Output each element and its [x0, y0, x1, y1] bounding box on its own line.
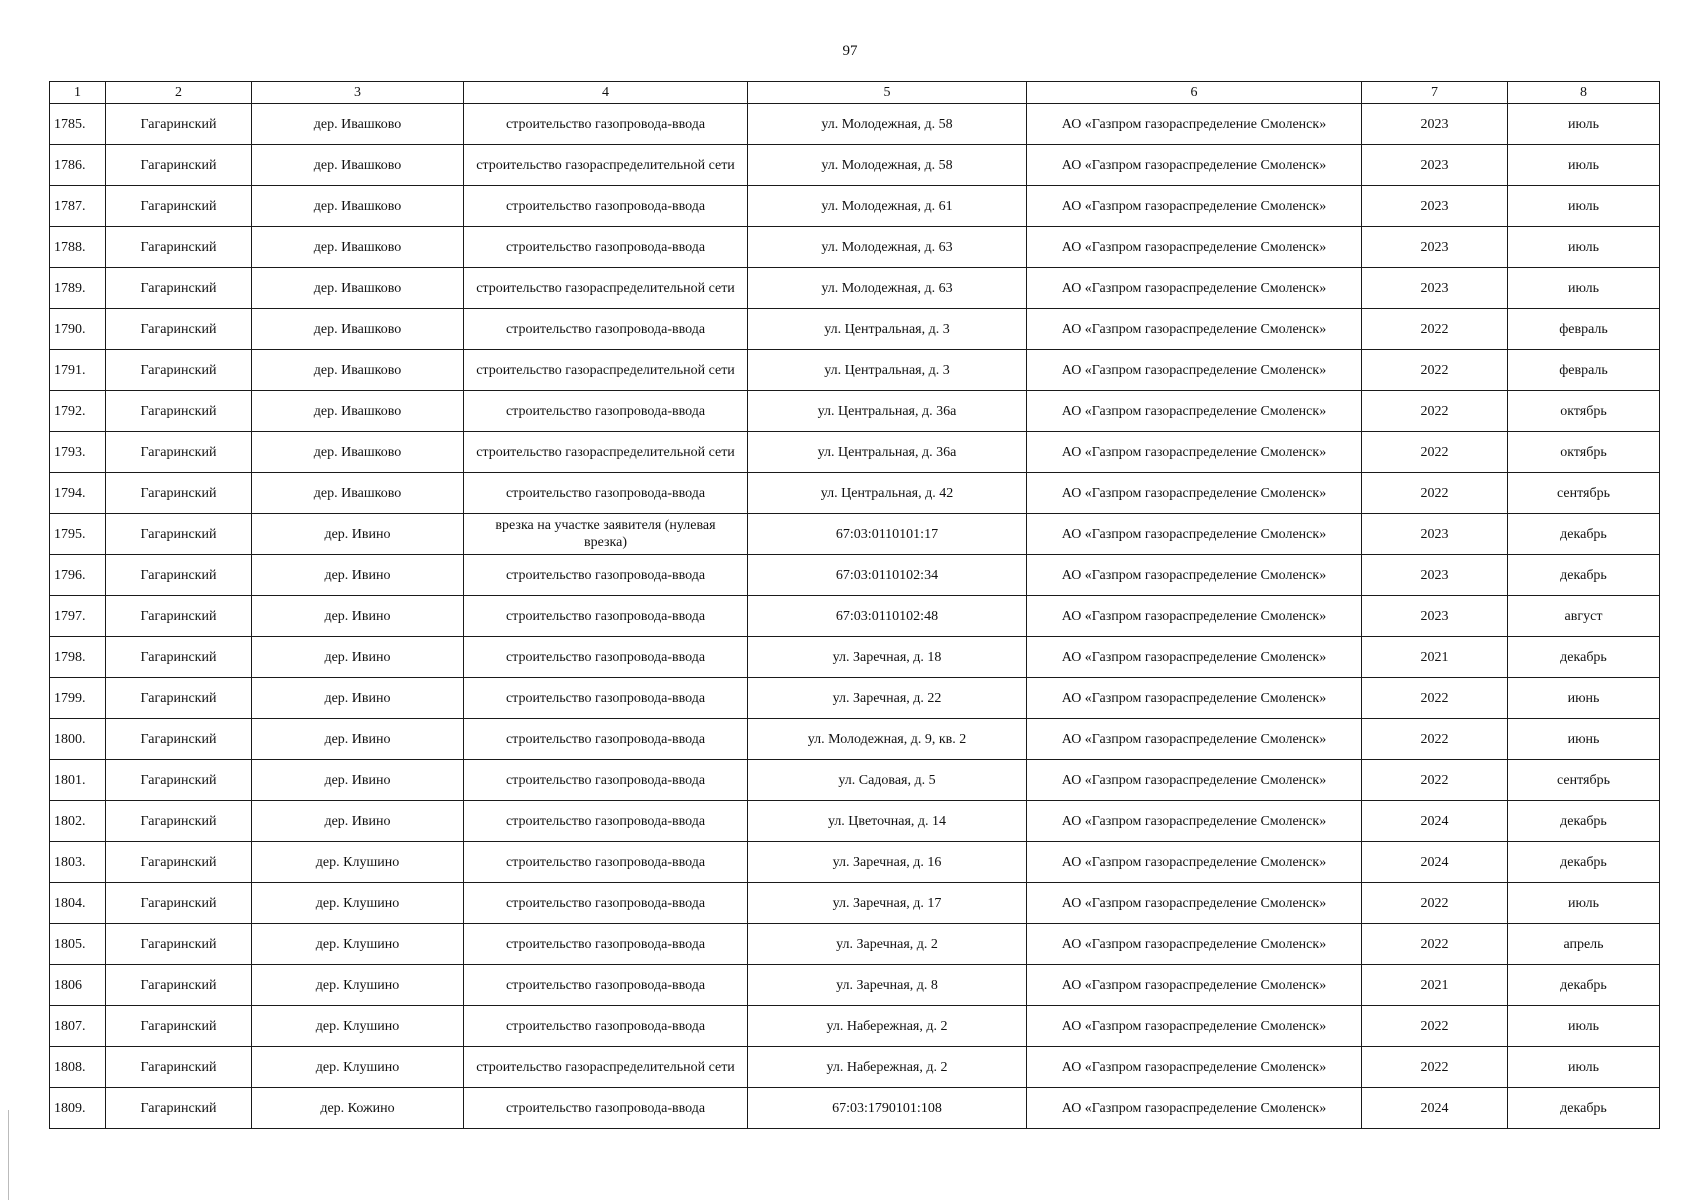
year-cell: 2023 — [1362, 555, 1508, 596]
district-cell: Гагаринский — [106, 391, 252, 432]
month-cell: июль — [1508, 227, 1660, 268]
month-cell: декабрь — [1508, 965, 1660, 1006]
month-cell: декабрь — [1508, 1088, 1660, 1129]
table-body — [50, 104, 1660, 1129]
row-number-cell: 1789. — [50, 268, 106, 309]
organization-cell: АО «Газпром газораспределение Смоленск» — [1027, 1047, 1362, 1088]
settlement-cell: дер. Кожино — [252, 1088, 464, 1129]
organization-cell: АО «Газпром газораспределение Смоленск» — [1027, 268, 1362, 309]
address-cell: ул. Заречная, д. 8 — [748, 965, 1027, 1006]
month-cell: октябрь — [1508, 391, 1660, 432]
district-cell: Гагаринский — [106, 145, 252, 186]
row-number-cell: 1788. — [50, 227, 106, 268]
organization-cell: АО «Газпром газораспределение Смоленск» — [1027, 760, 1362, 801]
year-cell: 2023 — [1362, 145, 1508, 186]
district-cell: Гагаринский — [106, 842, 252, 883]
work-type-cell: строительство газопровода-ввода — [464, 473, 748, 514]
address-cell: 67:03:0110102:34 — [748, 555, 1027, 596]
row-number-cell: 1799. — [50, 678, 106, 719]
month-cell: август — [1508, 596, 1660, 637]
table-row — [50, 1006, 1660, 1047]
table-row — [50, 678, 1660, 719]
settlement-cell: дер. Ивино — [252, 514, 464, 555]
settlement-cell: дер. Клушино — [252, 924, 464, 965]
address-cell: ул. Центральная, д. 42 — [748, 473, 1027, 514]
year-cell: 2021 — [1362, 637, 1508, 678]
row-number-cell: 1796. — [50, 555, 106, 596]
month-cell: февраль — [1508, 309, 1660, 350]
scan-margin-line — [8, 1110, 9, 1200]
header-row — [50, 82, 1660, 104]
table-row — [50, 842, 1660, 883]
column-header-5: 5 — [748, 82, 1027, 104]
settlement-cell: дер. Клушино — [252, 965, 464, 1006]
table-row — [50, 760, 1660, 801]
district-cell: Гагаринский — [106, 350, 252, 391]
district-cell: Гагаринский — [106, 104, 252, 145]
organization-cell: АО «Газпром газораспределение Смоленск» — [1027, 596, 1362, 637]
column-header-1: 1 — [50, 82, 106, 104]
work-type-cell: строительство газопровода-ввода — [464, 883, 748, 924]
organization-cell: АО «Газпром газораспределение Смоленск» — [1027, 1006, 1362, 1047]
work-type-cell: строительство газопровода-ввода — [464, 924, 748, 965]
month-cell: июль — [1508, 104, 1660, 145]
month-cell: сентябрь — [1508, 473, 1660, 514]
table-row — [50, 473, 1660, 514]
settlement-cell: дер. Клушино — [252, 842, 464, 883]
year-cell: 2022 — [1362, 432, 1508, 473]
year-cell: 2021 — [1362, 965, 1508, 1006]
month-cell: декабрь — [1508, 637, 1660, 678]
organization-cell: АО «Газпром газораспределение Смоленск» — [1027, 227, 1362, 268]
month-cell: июль — [1508, 1047, 1660, 1088]
organization-cell: АО «Газпром газораспределение Смоленск» — [1027, 842, 1362, 883]
year-cell: 2024 — [1362, 1088, 1508, 1129]
month-cell: июль — [1508, 883, 1660, 924]
settlement-cell: дер. Ивино — [252, 678, 464, 719]
district-cell: Гагаринский — [106, 514, 252, 555]
year-cell: 2022 — [1362, 1047, 1508, 1088]
row-number-cell: 1798. — [50, 637, 106, 678]
year-cell: 2023 — [1362, 514, 1508, 555]
organization-cell: АО «Газпром газораспределение Смоленск» — [1027, 1088, 1362, 1129]
table-row — [50, 1047, 1660, 1088]
page-number: 97 — [842, 43, 858, 59]
table-row — [50, 1088, 1660, 1129]
address-cell: ул. Молодежная, д. 9, кв. 2 — [748, 719, 1027, 760]
district-cell: Гагаринский — [106, 760, 252, 801]
settlement-cell: дер. Клушино — [252, 1006, 464, 1047]
year-cell: 2023 — [1362, 268, 1508, 309]
row-number-cell: 1785. — [50, 104, 106, 145]
settlement-cell: дер. Клушино — [252, 1047, 464, 1088]
organization-cell: АО «Газпром газораспределение Смоленск» — [1027, 350, 1362, 391]
address-cell: ул. Набережная, д. 2 — [748, 1006, 1027, 1047]
month-cell: июль — [1508, 145, 1660, 186]
address-cell: ул. Заречная, д. 2 — [748, 924, 1027, 965]
organization-cell: АО «Газпром газораспределение Смоленск» — [1027, 104, 1362, 145]
year-cell: 2023 — [1362, 227, 1508, 268]
row-number-cell: 1806 — [50, 965, 106, 1006]
organization-cell: АО «Газпром газораспределение Смоленск» — [1027, 186, 1362, 227]
organization-cell: АО «Газпром газораспределение Смоленск» — [1027, 309, 1362, 350]
address-cell: ул. Центральная, д. 3 — [748, 309, 1027, 350]
row-number-cell: 1794. — [50, 473, 106, 514]
table-row — [50, 104, 1660, 145]
address-cell: ул. Центральная, д. 36а — [748, 391, 1027, 432]
year-cell: 2022 — [1362, 883, 1508, 924]
month-cell: июнь — [1508, 719, 1660, 760]
address-cell: ул. Заречная, д. 17 — [748, 883, 1027, 924]
year-cell: 2022 — [1362, 350, 1508, 391]
year-cell: 2022 — [1362, 719, 1508, 760]
month-cell: апрель — [1508, 924, 1660, 965]
address-cell: ул. Молодежная, д. 63 — [748, 227, 1027, 268]
year-cell: 2023 — [1362, 186, 1508, 227]
work-type-cell: строительство газопровода-ввода — [464, 1006, 748, 1047]
organization-cell: АО «Газпром газораспределение Смоленск» — [1027, 637, 1362, 678]
address-cell: ул. Центральная, д. 3 — [748, 350, 1027, 391]
settlement-cell: дер. Ивашково — [252, 309, 464, 350]
settlement-cell: дер. Ивашково — [252, 104, 464, 145]
district-cell: Гагаринский — [106, 227, 252, 268]
month-cell: июнь — [1508, 678, 1660, 719]
address-cell: ул. Молодежная, д. 58 — [748, 104, 1027, 145]
column-header-2: 2 — [106, 82, 252, 104]
year-cell: 2024 — [1362, 801, 1508, 842]
district-cell: Гагаринский — [106, 555, 252, 596]
settlement-cell: дер. Ивино — [252, 555, 464, 596]
work-type-cell: строительство газопровода-ввода — [464, 186, 748, 227]
year-cell: 2022 — [1362, 473, 1508, 514]
work-type-cell: строительство газораспределительной сети — [464, 268, 748, 309]
year-cell: 2023 — [1362, 104, 1508, 145]
address-cell: ул. Набережная, д. 2 — [748, 1047, 1027, 1088]
address-cell: ул. Молодежная, д. 58 — [748, 145, 1027, 186]
work-type-cell: строительство газопровода-ввода — [464, 391, 748, 432]
work-type-cell: строительство газопровода-ввода — [464, 104, 748, 145]
row-number-cell: 1800. — [50, 719, 106, 760]
settlement-cell: дер. Ивино — [252, 637, 464, 678]
address-cell: 67:03:0110102:48 — [748, 596, 1027, 637]
work-type-cell: строительство газопровода-ввода — [464, 637, 748, 678]
address-cell: ул. Заречная, д. 18 — [748, 637, 1027, 678]
table-row — [50, 596, 1660, 637]
month-cell: декабрь — [1508, 555, 1660, 596]
table-row — [50, 227, 1660, 268]
settlement-cell: дер. Ивашково — [252, 473, 464, 514]
district-cell: Гагаринский — [106, 596, 252, 637]
row-number-cell: 1802. — [50, 801, 106, 842]
year-cell: 2024 — [1362, 842, 1508, 883]
year-cell: 2022 — [1362, 1006, 1508, 1047]
row-number-cell: 1805. — [50, 924, 106, 965]
organization-cell: АО «Газпром газораспределение Смоленск» — [1027, 801, 1362, 842]
address-cell: 67:03:1790101:108 — [748, 1088, 1027, 1129]
table-row — [50, 268, 1660, 309]
organization-cell: АО «Газпром газораспределение Смоленск» — [1027, 391, 1362, 432]
table-row — [50, 186, 1660, 227]
year-cell: 2023 — [1362, 596, 1508, 637]
settlement-cell: дер. Ивино — [252, 719, 464, 760]
year-cell: 2022 — [1362, 760, 1508, 801]
year-cell: 2022 — [1362, 678, 1508, 719]
month-cell: сентябрь — [1508, 760, 1660, 801]
district-cell: Гагаринский — [106, 637, 252, 678]
table-row — [50, 883, 1660, 924]
district-cell: Гагаринский — [106, 1006, 252, 1047]
month-cell: декабрь — [1508, 514, 1660, 555]
organization-cell: АО «Газпром газораспределение Смоленск» — [1027, 514, 1362, 555]
row-number-cell: 1786. — [50, 145, 106, 186]
district-cell: Гагаринский — [106, 965, 252, 1006]
work-type-cell: строительство газопровода-ввода — [464, 309, 748, 350]
district-cell: Гагаринский — [106, 924, 252, 965]
table-row — [50, 924, 1660, 965]
settlement-cell: дер. Ивашково — [252, 186, 464, 227]
address-cell: ул. Заречная, д. 22 — [748, 678, 1027, 719]
district-cell: Гагаринский — [106, 678, 252, 719]
address-cell: ул. Молодежная, д. 63 — [748, 268, 1027, 309]
address-cell: 67:03:0110101:17 — [748, 514, 1027, 555]
row-number-cell: 1808. — [50, 1047, 106, 1088]
settlement-cell: дер. Ивино — [252, 596, 464, 637]
work-type-cell: строительство газораспределительной сети — [464, 1047, 748, 1088]
district-cell: Гагаринский — [106, 719, 252, 760]
district-cell: Гагаринский — [106, 1047, 252, 1088]
district-cell: Гагаринский — [106, 1088, 252, 1129]
month-cell: октябрь — [1508, 432, 1660, 473]
row-number-cell: 1801. — [50, 760, 106, 801]
settlement-cell: дер. Ивино — [252, 801, 464, 842]
work-type-cell: строительство газораспределительной сети — [464, 145, 748, 186]
settlement-cell: дер. Ивашково — [252, 227, 464, 268]
column-header-8: 8 — [1508, 82, 1660, 104]
work-type-cell: строительство газораспределительной сети — [464, 350, 748, 391]
organization-cell: АО «Газпром газораспределение Смоленск» — [1027, 145, 1362, 186]
row-number-cell: 1787. — [50, 186, 106, 227]
table-row — [50, 514, 1660, 555]
month-cell: июль — [1508, 1006, 1660, 1047]
address-cell: ул. Центральная, д. 36а — [748, 432, 1027, 473]
organization-cell: АО «Газпром газораспределение Смоленск» — [1027, 965, 1362, 1006]
column-header-6: 6 — [1027, 82, 1362, 104]
month-cell: февраль — [1508, 350, 1660, 391]
district-cell: Гагаринский — [106, 883, 252, 924]
organization-cell: АО «Газпром газораспределение Смоленск» — [1027, 473, 1362, 514]
work-type-cell: строительство газопровода-ввода — [464, 760, 748, 801]
year-cell: 2022 — [1362, 391, 1508, 432]
month-cell: июль — [1508, 186, 1660, 227]
work-type-cell: врезка на участке заявителя (нулевая врезка) — [464, 514, 748, 555]
district-cell: Гагаринский — [106, 309, 252, 350]
table-header — [50, 82, 1660, 104]
settlement-cell: дер. Ивашково — [252, 145, 464, 186]
work-type-cell: строительство газопровода-ввода — [464, 596, 748, 637]
settlement-cell: дер. Ивашково — [252, 350, 464, 391]
organization-cell: АО «Газпром газораспределение Смоленск» — [1027, 432, 1362, 473]
address-cell: ул. Садовая, д. 5 — [748, 760, 1027, 801]
work-type-cell: строительство газопровода-ввода — [464, 965, 748, 1006]
row-number-cell: 1795. — [50, 514, 106, 555]
work-type-cell: строительство газопровода-ввода — [464, 801, 748, 842]
column-header-7: 7 — [1362, 82, 1508, 104]
row-number-cell: 1804. — [50, 883, 106, 924]
table-row — [50, 350, 1660, 391]
row-number-cell: 1792. — [50, 391, 106, 432]
organization-cell: АО «Газпром газораспределение Смоленск» — [1027, 719, 1362, 760]
work-type-cell: строительство газопровода-ввода — [464, 678, 748, 719]
month-cell: июль — [1508, 268, 1660, 309]
district-cell: Гагаринский — [106, 186, 252, 227]
row-number-cell: 1803. — [50, 842, 106, 883]
row-number-cell: 1797. — [50, 596, 106, 637]
organization-cell: АО «Газпром газораспределение Смоленск» — [1027, 678, 1362, 719]
settlement-cell: дер. Ивашково — [252, 432, 464, 473]
settlement-cell: дер. Ивино — [252, 760, 464, 801]
table-row — [50, 391, 1660, 432]
district-cell: Гагаринский — [106, 473, 252, 514]
district-cell: Гагаринский — [106, 268, 252, 309]
address-cell: ул. Молодежная, д. 61 — [748, 186, 1027, 227]
address-cell: ул. Заречная, д. 16 — [748, 842, 1027, 883]
work-type-cell: строительство газопровода-ввода — [464, 719, 748, 760]
district-cell: Гагаринский — [106, 801, 252, 842]
address-cell: ул. Цветочная, д. 14 — [748, 801, 1027, 842]
column-header-4: 4 — [464, 82, 748, 104]
table-row — [50, 637, 1660, 678]
table-row — [50, 801, 1660, 842]
month-cell: декабрь — [1508, 842, 1660, 883]
district-cell: Гагаринский — [106, 432, 252, 473]
work-type-cell: строительство газопровода-ввода — [464, 555, 748, 596]
row-number-cell: 1809. — [50, 1088, 106, 1129]
settlement-cell: дер. Ивашково — [252, 268, 464, 309]
table-row — [50, 719, 1660, 760]
work-type-cell: строительство газопровода-ввода — [464, 227, 748, 268]
row-number-cell: 1790. — [50, 309, 106, 350]
register-table — [49, 81, 1660, 1129]
settlement-cell: дер. Клушино — [252, 883, 464, 924]
year-cell: 2022 — [1362, 309, 1508, 350]
work-type-cell: строительство газораспределительной сети — [464, 432, 748, 473]
row-number-cell: 1807. — [50, 1006, 106, 1047]
row-number-cell: 1793. — [50, 432, 106, 473]
month-cell: декабрь — [1508, 801, 1660, 842]
table-row — [50, 309, 1660, 350]
organization-cell: АО «Газпром газораспределение Смоленск» — [1027, 924, 1362, 965]
settlement-cell: дер. Ивашково — [252, 391, 464, 432]
work-type-cell: строительство газопровода-ввода — [464, 1088, 748, 1129]
table-row — [50, 965, 1660, 1006]
row-number-cell: 1791. — [50, 350, 106, 391]
table-row — [50, 145, 1660, 186]
column-header-3: 3 — [252, 82, 464, 104]
organization-cell: АО «Газпром газораспределение Смоленск» — [1027, 555, 1362, 596]
table-row — [50, 432, 1660, 473]
organization-cell: АО «Газпром газораспределение Смоленск» — [1027, 883, 1362, 924]
year-cell: 2022 — [1362, 924, 1508, 965]
work-type-cell: строительство газопровода-ввода — [464, 842, 748, 883]
table-row — [50, 555, 1660, 596]
